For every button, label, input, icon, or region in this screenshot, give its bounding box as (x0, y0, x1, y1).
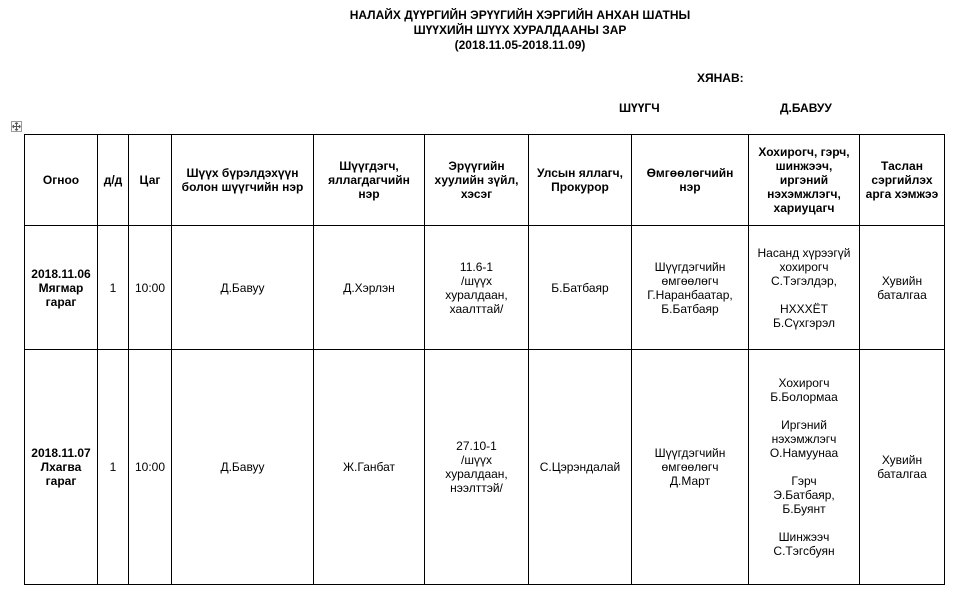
party-role: Гэрч (791, 474, 817, 488)
column-header: Цаг (129, 135, 172, 226)
lawyer-title: Шүүгдэгчийн өмгөөлөгч (654, 259, 726, 288)
article-cell (425, 226, 529, 350)
party-role: Насанд хүрээгүй хохирогч (757, 245, 851, 274)
party-names: О.Намуунаа (769, 446, 839, 460)
hearing-schedule-table (24, 134, 945, 585)
column-header: Хохирогч, гэрч, шинжээч, иргэний нэхэмжлэгч, хариуцагч (749, 135, 860, 226)
article-cell (425, 350, 529, 585)
judge-name: Д.БАВУУ (780, 101, 832, 115)
lawyer-names: Д.Март (669, 474, 711, 488)
lawyer-cell (632, 226, 749, 350)
column-header: Огноо (25, 135, 98, 226)
move-handle-icon[interactable] (11, 121, 22, 132)
approve-label: ХЯНАВ: (697, 71, 744, 85)
party-names: Э.Батбаяр, Б.Буянт (773, 488, 835, 516)
party-role: Хохирогч (778, 376, 830, 390)
prosecutor-cell: С.Цэрэндалай (529, 350, 632, 585)
article-note: /шүүх хуралдаан, хаалттай/ (445, 273, 508, 316)
number-cell: 1 (98, 226, 129, 350)
date-cell (25, 350, 98, 585)
party-role: НХХХЁТ (779, 301, 829, 316)
document-title-line2: ШҮҮХИЙН ШҮҮХ ХУРАЛДААНЫ ЗАР (413, 23, 627, 37)
parties-cell (749, 350, 860, 585)
article-number: 11.6-1 (459, 259, 494, 274)
parties-cell (749, 226, 860, 350)
column-header: Өмгөөлөгчийн нэр (632, 135, 749, 226)
defendant-cell: Д.Хэрлэн (314, 226, 425, 350)
judge-role-label: ШҮҮГЧ (619, 101, 660, 115)
number-cell: 1 (98, 350, 129, 585)
column-header: Шүүх бүрэлдэхүүн болон шүүгчийн нэр (172, 135, 314, 226)
table-row (25, 350, 945, 585)
document-period: (2018.11.05-2018.11.09) (454, 38, 586, 52)
column-header: Улсын яллагч, Прокурор (529, 135, 632, 226)
measure-cell: Хувийн баталгаа (860, 226, 945, 350)
table-header-row (25, 135, 945, 226)
lawyer-cell (632, 350, 749, 585)
prosecutor-cell: Б.Батбаяр (529, 226, 632, 350)
lawyer-names: Г.Наранбаатар, Б.Батбаяр (647, 287, 733, 316)
table-row (25, 226, 945, 350)
weekday-value: Мягмар гараг (38, 280, 84, 309)
date-value: 2018.11.06 (31, 266, 91, 281)
judge-cell: Д.Бавуу (172, 350, 314, 585)
measure-cell: Хувийн баталгаа (860, 350, 945, 585)
column-header: Таслан сэргийлэх арга хэмжээ (860, 135, 945, 226)
column-header: Шүүгдэгч, яллагдагчийн нэр (314, 135, 425, 226)
lawyer-title: Шүүгдэгчийн өмгөөлөгч (654, 446, 726, 474)
article-number: 27.10-1 (456, 439, 497, 453)
article-note: /шүүх хуралдаан, нээлттэй/ (445, 453, 508, 495)
party-names: Б.Болормаа (770, 390, 838, 404)
document-title-line1: НАЛАЙХ ДҮҮРГИЙН ЭРҮҮГИЙН ХЭРГИЙН АНХАН ШАТНЫ (349, 8, 691, 22)
party-names: С.Тэгсбуян (773, 544, 835, 558)
party-names: С.Тэгэлдэр, (771, 273, 837, 288)
defendant-cell: Ж.Ганбат (314, 350, 425, 585)
column-header: д/д (98, 135, 129, 226)
party-role: Иргэний нэхэмжлэгч (771, 418, 837, 446)
column-header: Эрүүгийн хуулийн зүйл, хэсэг (425, 135, 529, 226)
party-names: Б.Сүхгэрэл (773, 315, 835, 330)
time-cell: 10:00 (129, 350, 172, 585)
date-cell (25, 226, 98, 350)
date-value: 2018.11.07 (31, 446, 91, 460)
time-cell: 10:00 (129, 226, 172, 350)
weekday-value: Лхагва гараг (40, 460, 82, 488)
judge-cell: Д.Бавуу (172, 226, 314, 350)
party-role: Шинжээч (778, 530, 830, 544)
